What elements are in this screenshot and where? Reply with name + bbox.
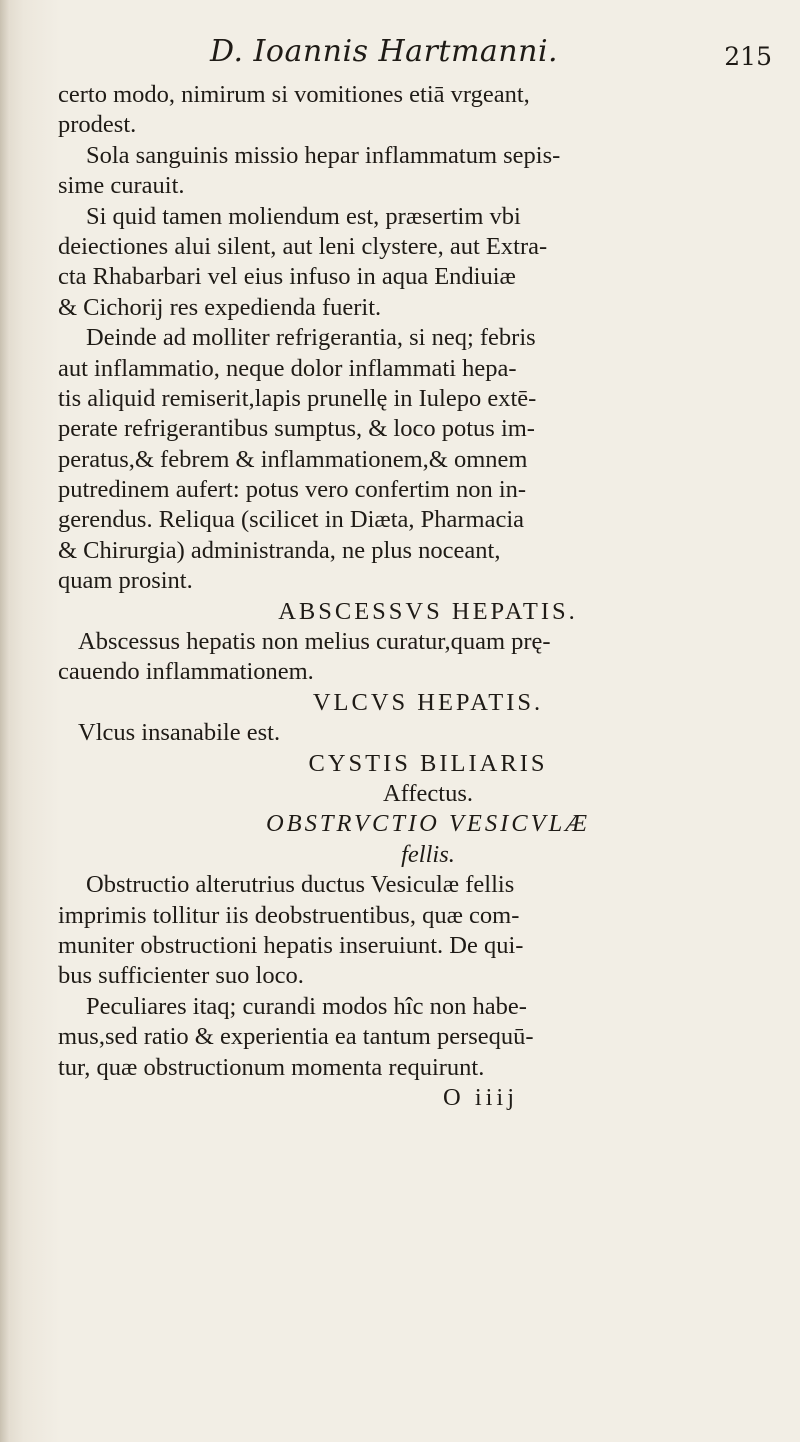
text-line: sime curauit.	[58, 172, 185, 200]
text-line: bus sufficienter suo loco.	[58, 962, 304, 990]
page-header	[100, 34, 772, 74]
body-text	[58, 80, 798, 1113]
text-line: putredinem aufert: potus vero confertim non in-	[58, 476, 527, 504]
section-heading: ABSCESSVS HEPATIS.	[278, 597, 578, 625]
text-line: Peculiares itaq; curandi modos hîc non habe-	[86, 992, 527, 1020]
text-line: Si quid tamen moliendum est, præsertim vbi	[86, 202, 521, 230]
text-line: deiectiones alui silent, aut leni clystere, aut Extra-	[58, 232, 548, 260]
text-line: tis aliquid remiserit,lapis prunellę in Iulepo extē-	[58, 384, 537, 412]
text-line: aut inflammatio, neque dolor inflammati hepa-	[58, 354, 517, 382]
text-line: cta Rhabarbari vel eius infuso in aqua Endiuiæ	[58, 263, 516, 291]
text-line: & Cichorij res expedienda fuerit.	[58, 293, 382, 321]
text-line: peratus,& febrem & inflammationem,& omnem	[58, 445, 528, 473]
text-line: tur, quæ obstructionum momenta requirunt.	[58, 1053, 485, 1081]
text-line: quam prosint.	[58, 567, 193, 595]
page-number: 215	[724, 42, 772, 71]
text-line: Sola sanguinis missio hepar inflammatum sepis-	[86, 141, 561, 169]
section-heading: OBSTRVCTIO VESICVLÆ	[265, 810, 591, 838]
text-line: Vlcus insanabile est.	[78, 719, 281, 747]
section-heading: VLCVS HEPATIS.	[312, 688, 544, 716]
text-line: cauendo inflammationem.	[58, 658, 314, 686]
running-head: D. Ioannis Hartmanni.	[210, 34, 559, 69]
text-line: certo modo, nimirum si vomitiones etiā vrgeant,	[58, 81, 530, 108]
text-line: & Chirurgia) administranda, ne plus noceant,	[58, 536, 501, 564]
text-line: Obstructio alterutrius ductus Vesiculæ fellis	[86, 871, 515, 899]
text-line: Abscessus hepatis non melius curatur,quam prę-	[78, 628, 551, 656]
section-heading: CYSTIS BILIARIS	[308, 749, 548, 777]
section-subheading: fellis.	[401, 840, 455, 868]
page-gutter	[0, 0, 10, 1442]
section-subheading: Affectus.	[382, 779, 474, 807]
text-line: imprimis tollitur iis deobstruentibus, quæ com-	[58, 901, 520, 929]
text-line: Deinde ad molliter refrigerantia, si neq; febris	[86, 324, 536, 352]
signature-mark: O iiij	[443, 1083, 519, 1111]
text-line: mus,sed ratio & experientia ea tantum persequū-	[58, 1023, 534, 1051]
text-line: prodest.	[58, 111, 137, 139]
text-line: muniter obstructioni hepatis inseruiunt. De qui-	[58, 931, 524, 959]
text-line: perate refrigerantibus sumptus, & loco potus im-	[58, 415, 535, 443]
text-line: gerendus. Reliqua (scilicet in Diæta, Pharmacia	[58, 506, 525, 534]
